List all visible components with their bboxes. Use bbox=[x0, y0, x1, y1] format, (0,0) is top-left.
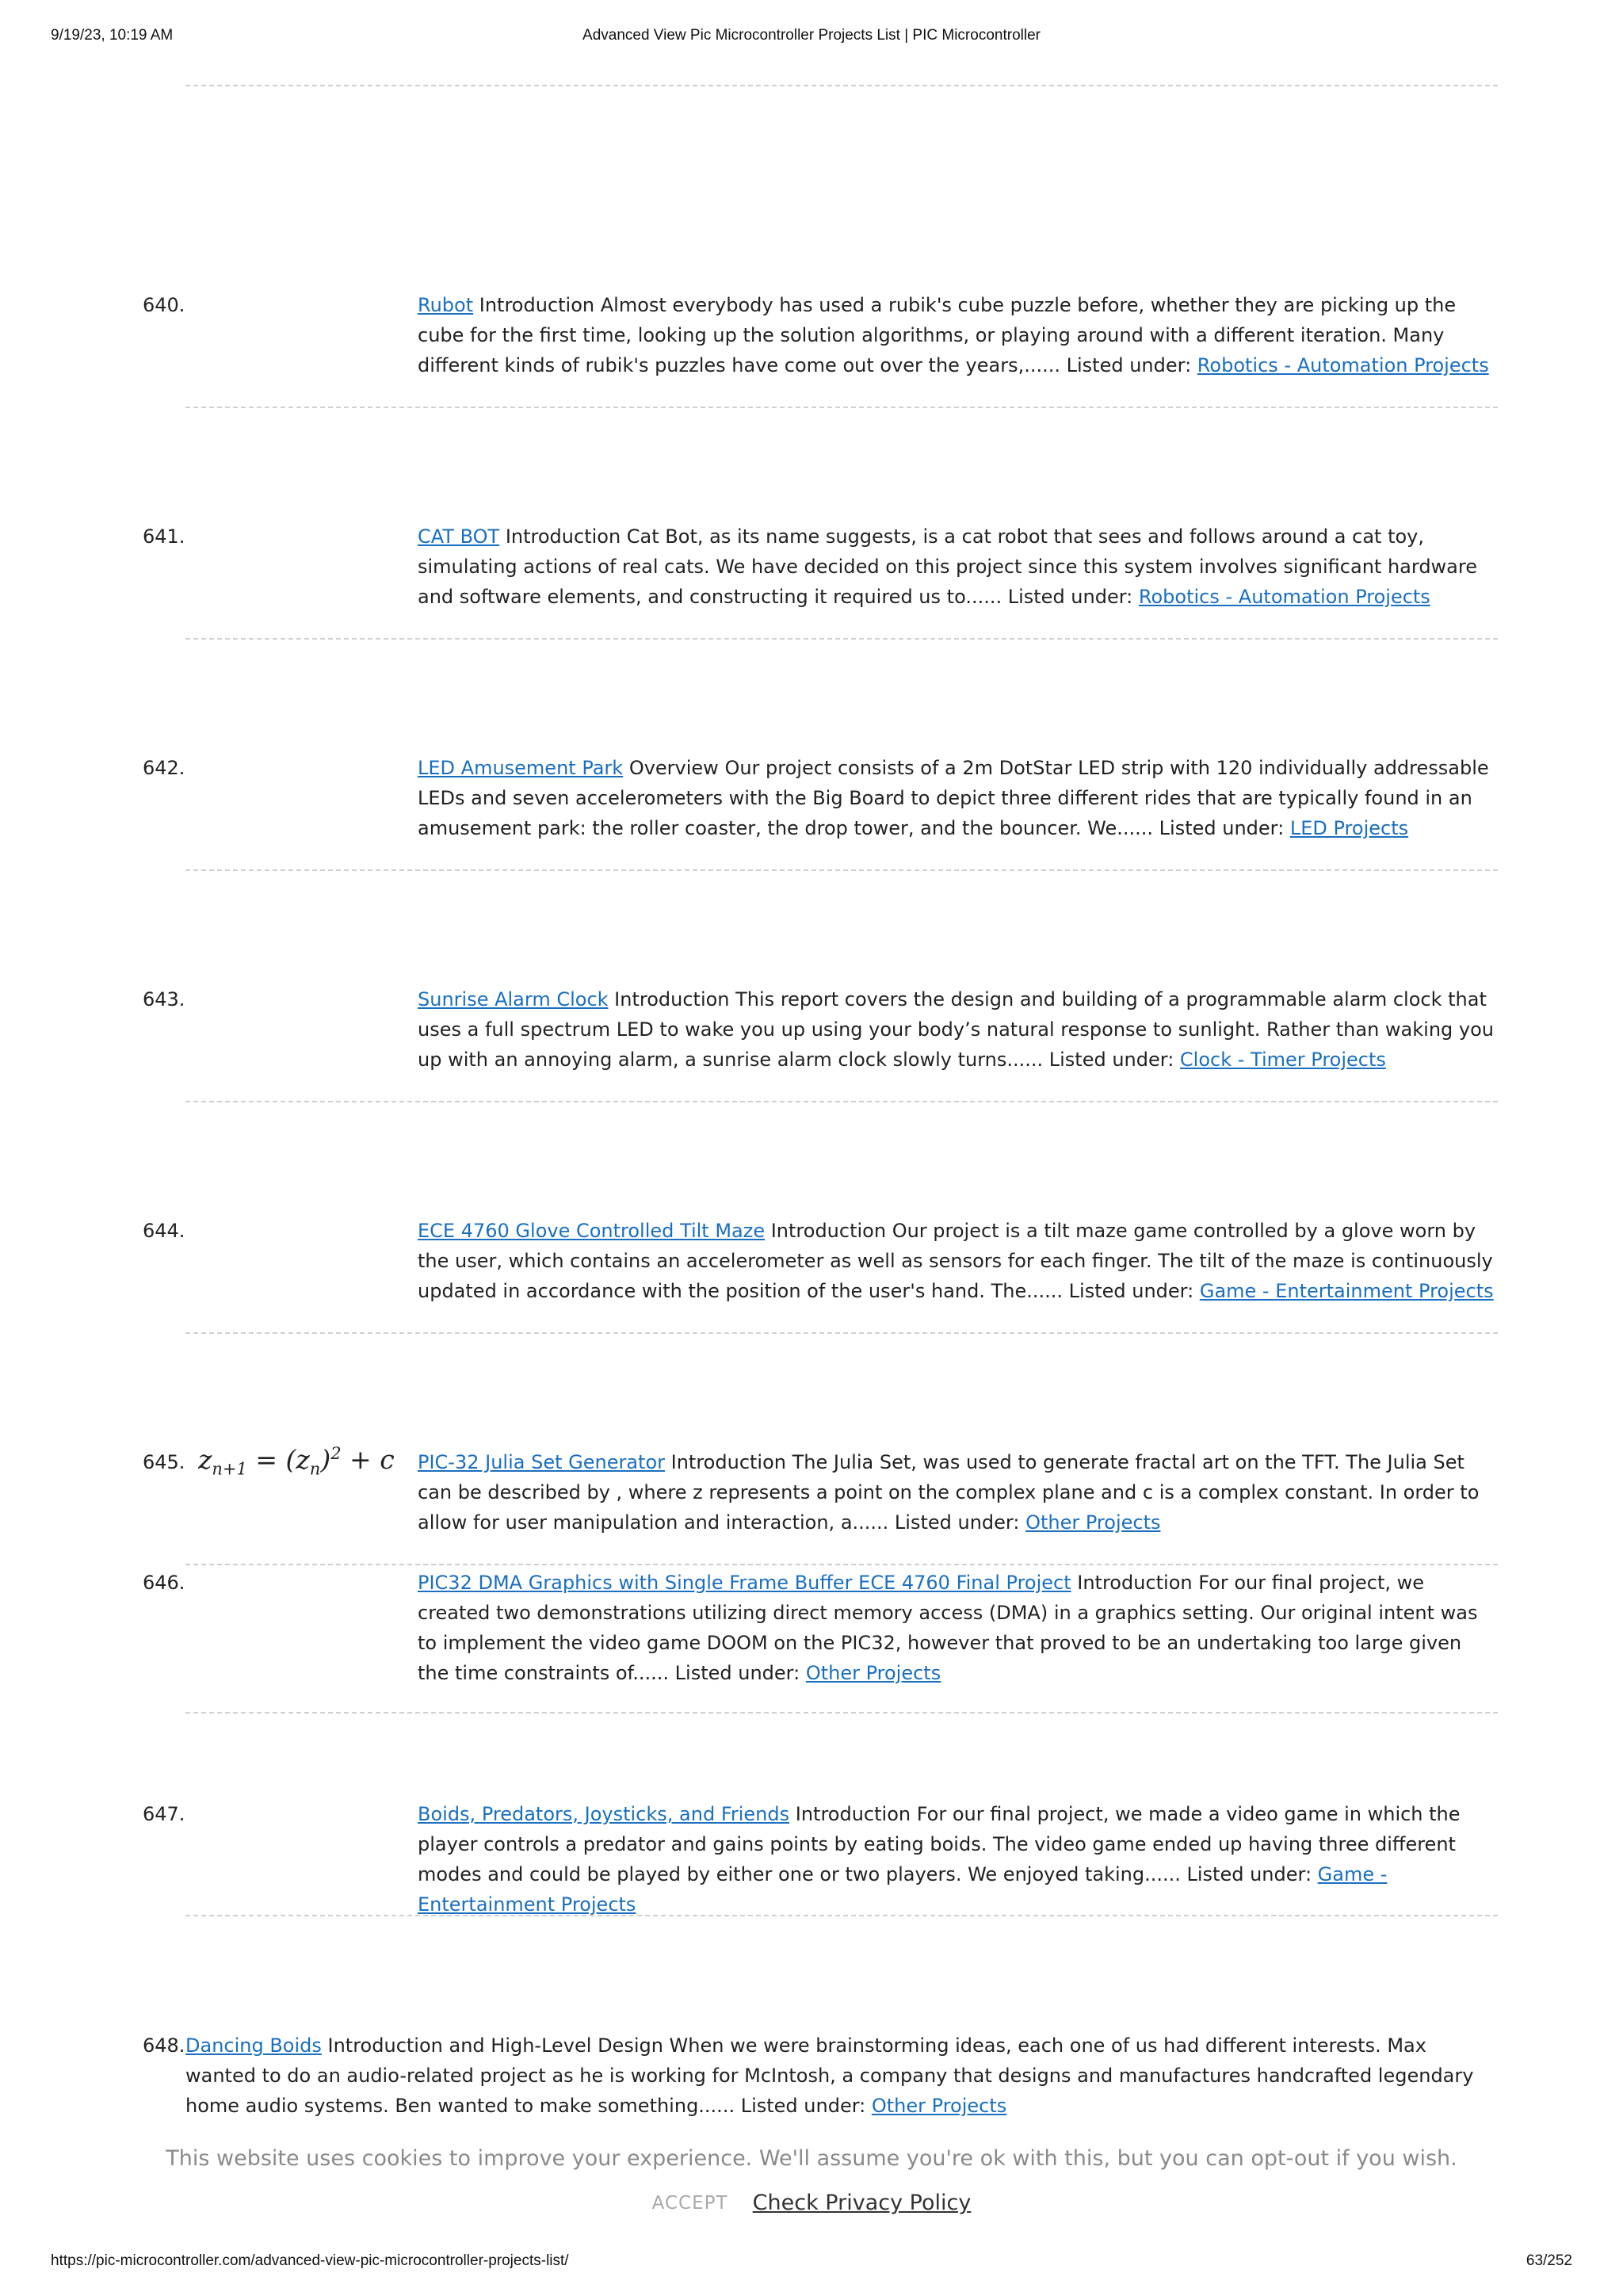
category-link[interactable]: Game - Entertainment Projects bbox=[418, 1863, 1388, 1916]
project-link[interactable]: PIC32 DMA Graphics with Single Frame Buffer ECE 4760 Final Project bbox=[418, 1572, 1071, 1594]
entry-separator bbox=[185, 1712, 1498, 1713]
cookie-actions bbox=[0, 2191, 1623, 2215]
item-description bbox=[418, 521, 1498, 612]
project-link[interactable]: Sunrise Alarm Clock bbox=[418, 988, 609, 1010]
entry-separator bbox=[185, 85, 1498, 86]
entry-separator bbox=[185, 1564, 1498, 1565]
item-number: 641. bbox=[143, 525, 185, 548]
item-description bbox=[418, 1447, 1498, 1538]
category-link[interactable]: Game - Entertainment Projects bbox=[1199, 1280, 1494, 1302]
project-summary: Introduction This report covers the design and building of a programmable alarm clock that uses a full spectrum LED to wake you up using your body’s natural response to sunlight. Rather than waking you up with an annoying alarm, a sunrise alarm clock slowly turns...... Listed under: bbox=[418, 988, 1495, 1071]
project-summary: Introduction Almost everybody has used a rubik's cube puzzle before, whether they are picking up the cube for the first time, looking up the solution algorithms, or playing around with a different iteration. Many different kinds of rubik's puzzles have come out over the years,...... Listed under: bbox=[418, 294, 1457, 376]
project-link[interactable]: LED Amusement Park bbox=[418, 757, 624, 779]
project-summary: Introduction and High-Level Design When we were brainstorming ideas, each one of us had different interests. Max wanted to do an audio-related project as he is working for McIntosh, a company that designs and manufactures handcrafted legendary home audio systems. Ben wanted to make something...... Listed under: bbox=[185, 2034, 1474, 2117]
project-summary: Introduction Our project is a tilt maze game controlled by a glove worn by the user, which contains an accelerometer as well as sensors for each finger. The tilt of the maze is continuously updated in accordance with the position of the user's hand. The...... Listed under: bbox=[418, 1220, 1493, 1302]
item-description bbox=[418, 290, 1498, 380]
project-link[interactable]: CAT BOT bbox=[418, 525, 500, 548]
item-description bbox=[418, 984, 1498, 1075]
print-page-title: Advanced View Pic Microcontroller Projects List | PIC Microcontroller bbox=[582, 27, 1041, 44]
item-description bbox=[418, 753, 1498, 843]
print-footer bbox=[51, 2252, 1572, 2273]
entry-separator bbox=[185, 869, 1498, 871]
entry-separator bbox=[185, 1332, 1498, 1334]
cookie-banner bbox=[0, 2140, 1623, 2238]
project-summary: Introduction For our final project, we made a video game in which the player controls a predator and gains points by eating boids. The video game ended up having three different modes and could be played by either one or two players. We enjoyed taking...... Listed under: bbox=[418, 1803, 1461, 1885]
item-description bbox=[418, 1799, 1498, 1920]
item-description bbox=[418, 1216, 1498, 1306]
julia-set-formula-image: $z_{n+1} = (z_n)^2 + c$ bbox=[198, 1444, 395, 1479]
project-summary: Overview Our project consists of a 2m DotStar LED strip with 120 individually addressable LEDs and seven accelerometers with the Big Board to depict three different rides that are typically found in an amusement park: the roller coaster, the drop tower, and the bouncer. We...... Listed under: bbox=[418, 757, 1489, 839]
print-datetime: 9/19/23, 10:19 AM bbox=[51, 27, 174, 44]
item-description bbox=[418, 1568, 1498, 1688]
category-link[interactable]: Clock - Timer Projects bbox=[1179, 1049, 1386, 1071]
category-link[interactable]: Other Projects bbox=[1025, 1511, 1161, 1534]
item-number: 647. bbox=[143, 1803, 185, 1825]
print-page-number: 63/252 bbox=[1526, 2252, 1572, 2269]
entry-separator bbox=[185, 1915, 1498, 1916]
project-link[interactable]: Rubot bbox=[418, 294, 474, 316]
entry-separator bbox=[185, 1101, 1498, 1102]
entry-separator bbox=[185, 638, 1498, 640]
category-link[interactable]: Other Projects bbox=[871, 2095, 1007, 2117]
project-summary: Introduction Cat Bot, as its name suggests, is a cat robot that sees and follows around a cat toy, simulating actions of real cats. We have decided on this project since this system involves significant hardware and software elements, and constructing it required us to...... Listed under: bbox=[418, 525, 1477, 608]
project-link[interactable]: Boids, Predators, Joysticks, and Friends bbox=[418, 1803, 790, 1825]
accept-button[interactable]: ACCEPT bbox=[651, 2192, 728, 2214]
item-number: 646. bbox=[143, 1572, 185, 1594]
print-header bbox=[51, 27, 1572, 48]
item-number: 640. bbox=[143, 294, 185, 316]
item-number: 644. bbox=[143, 1220, 185, 1242]
item-number: 645. bbox=[143, 1451, 185, 1473]
privacy-policy-link[interactable]: Check Privacy Policy bbox=[752, 2191, 972, 2215]
item-number: 643. bbox=[143, 988, 185, 1010]
item-number: 648. bbox=[143, 2034, 185, 2057]
project-summary: Introduction For our final project, we created two demonstrations utilizing direct memory access (DMA) in a graphics setting. Our original intent was to implement the video game DOOM on the PIC32, however that proved to be an undertaking too large given the time constraints of...... Listed under: bbox=[418, 1572, 1478, 1684]
item-number: 642. bbox=[143, 757, 185, 779]
project-summary: Introduction The Julia Set, was used to generate fractal art on the TFT. The Julia Set can be described by , where z represents a point on the complex plane and c is a complex constant. In order to allow for user manipulation and interaction, a...... Listed under: bbox=[418, 1451, 1480, 1534]
project-link[interactable]: Dancing Boids bbox=[185, 2034, 322, 2057]
category-link[interactable]: LED Projects bbox=[1289, 817, 1409, 839]
category-link[interactable]: Robotics - Automation Projects bbox=[1138, 586, 1430, 608]
category-link[interactable]: Other Projects bbox=[805, 1662, 941, 1684]
cookie-message: This website uses cookies to improve your experience. We'll assume you're ok with this, but you can opt-out if you wish. bbox=[166, 2146, 1457, 2171]
category-link[interactable]: Robotics - Automation Projects bbox=[1197, 354, 1489, 376]
entry-separator bbox=[185, 407, 1498, 408]
project-link[interactable]: PIC-32 Julia Set Generator bbox=[418, 1451, 666, 1473]
print-url: https://pic-microcontroller.com/advanced-view-pic-microcontroller-projects-list/ bbox=[51, 2252, 569, 2269]
project-link[interactable]: ECE 4760 Glove Controlled Tilt Maze bbox=[418, 1220, 766, 1242]
item-description bbox=[185, 2030, 1498, 2121]
